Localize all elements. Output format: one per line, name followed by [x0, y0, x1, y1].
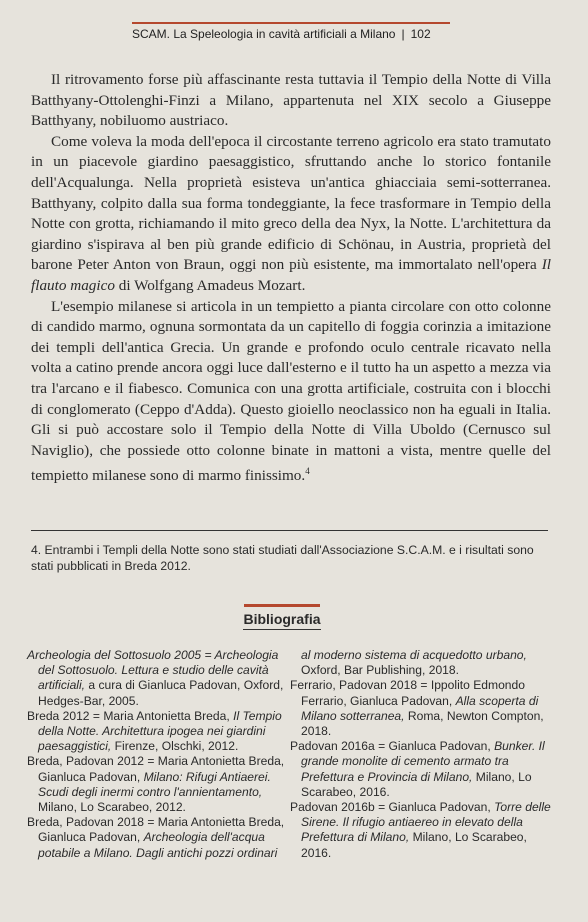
paragraph-2-end: di Wolfgang Amadeus Mozart.	[118, 276, 306, 294]
paragraph-2	[31, 132, 551, 297]
running-head-title: SCAM. La Speleologia in cavità artificiali a Milano	[132, 27, 396, 41]
bib-details: a cura di Gianluca Padovan, Oxford, Hedges-Bar, 2005.	[38, 678, 284, 708]
heading-accent-bar	[244, 604, 320, 607]
bib-title: Archeologia del Sottosuolo 2005 = Archeologia del Sottosuolo. Lettura e studio delle cavità artificiali,	[27, 648, 279, 693]
bib-entry	[27, 709, 285, 755]
bib-details: Milano, Lo Scarabeo, 2016.	[301, 830, 527, 860]
bib-author: Padovan 2016a = Gianluca Padovan,	[290, 739, 495, 754]
paragraph-3	[31, 297, 551, 487]
bibliography-column-left	[27, 648, 285, 861]
bib-entry-continuation	[290, 648, 560, 678]
bib-title: Archeologia dell'acqua potabile a Milano. Dagli antichi pozzi ordinari	[38, 830, 278, 860]
bib-details: Roma, Newton Compton, 2018.	[301, 708, 544, 739]
bib-entry	[290, 678, 560, 739]
bib-entry	[27, 648, 285, 709]
bib-entry	[290, 739, 560, 800]
main-text	[31, 70, 551, 487]
bib-title: Milano: Rifugi Antiaerei. Scudi degli inermi contro l'annientamento,	[38, 769, 271, 799]
opera-title: Il flauto magico	[31, 256, 552, 294]
bib-author: Breda, Padovan 2018 = Maria Antonietta Breda, Gianluca Padovan,	[27, 815, 285, 845]
footnote: 4. Entrambi i Templi della Notte sono stati studiati dall'Associazione S.C.A.M. e i risultati sono stati pubblicati in Breda 2012.	[31, 543, 534, 573]
bibliography-title: Bibliografia	[243, 611, 320, 630]
bibliography-heading	[232, 604, 332, 629]
bibliography-column-right	[290, 648, 560, 861]
running-head-separator: |	[401, 27, 405, 41]
paragraph-1: Il ritrovamento forse più affascinante resta tuttavia il Tempio della Notte di Villa Batthyany-Ottolenghi-Finzi a Milano, appartenuta nel XIX secolo a Giuseppe Batthyany, nobiluomo austriaco.	[31, 71, 551, 130]
bib-title: al moderno sistema di acquedotto urbano,	[301, 648, 527, 662]
page-number: 102	[410, 27, 431, 41]
footnote-marker: 4	[305, 466, 310, 477]
bib-title: Torre delle Sirene. Il rifugio antiaereo in elevato della Prefettura di Milano,	[301, 800, 551, 845]
paragraph-2-text: Come voleva la moda dell'epoca il circostante terreno agricolo era stato tramutato in un piacevole giardino paesaggistico, sfruttando anche lo storico fontanile dell'Acqualunga. Nella proprietà esisteva un'antica ghiacciaia semi-sotterranea. Batthyany, colpito dalla sua forma tondeggiante, la fece trasformare in Tempio della Notte con grotta, richiamando il mito greco della dea Nyx, la Notte. L'architettura da giardino s'ispirava al ben più grande edificio di Schönau, in Austria, proprietà del barone Peter Anton von Braun, oggi non più esistente, ma immortalato nell'opera	[31, 132, 551, 274]
bib-title: Il Tempio della Notte. Architettura ipogea nei giardini paesaggistici,	[38, 708, 282, 754]
footnote-divider	[31, 530, 548, 531]
bib-details: Milano, Lo Scarabeo, 2012.	[38, 800, 186, 815]
bib-details: Oxford, Bar Publishing, 2018.	[301, 663, 459, 678]
bib-entry	[27, 754, 285, 815]
bib-details: Milano, Lo Scarabeo, 2016.	[301, 769, 532, 799]
bib-author: Padovan 2016b = Gianluca Padovan,	[290, 800, 495, 815]
bib-author: Ferrario, Padovan 2018 = Ippolito Edmondo Ferrario, Gianluca Padovan,	[290, 678, 525, 708]
bib-author: Breda, Padovan 2012 = Maria Antonietta Breda, Gianluca Padovan,	[27, 754, 285, 784]
bib-title: Alla scoperta di Milano sotterranea,	[301, 693, 539, 723]
bib-entry	[27, 815, 285, 861]
bib-author: Breda 2012 = Maria Antonietta Breda,	[27, 708, 234, 723]
paragraph-3-text: L'esempio milanese si articola in un tempietto a pianta circolare con otto colonne di candido marmo, ognuna sormontata da un capitello di foggia corinzia a imitazione dei templi dell'antica Grecia. Un grande e profondo oculo centrale ricavato nella volta a catino prende ancora oggi luce dall'esterno e il tutto ha un aspetto a mezza via tra l'arcano e il fiabesco. Comunica con una grotta artificiale, costruita con i blocchi di conglomerato (Ceppo d'Adda). Questo gioiello neoclassico non ha eguali in Italia. Gli si può accostare solo il Tempio della Notte di Villa Uboldo (Cernusco sul Naviglio), che possiede otto colonne binate in mattoni a vista, mentre quelle del tempietto milanese sono di marmo finissimo.	[31, 297, 551, 485]
bib-title: Bunker. Il grande monolite di cemento armato tra Prefettura e Provincia di Milano,	[301, 739, 545, 784]
bib-details: Firenze, Olschki, 2012.	[111, 739, 239, 754]
running-head	[132, 22, 450, 41]
bib-entry	[290, 800, 560, 861]
